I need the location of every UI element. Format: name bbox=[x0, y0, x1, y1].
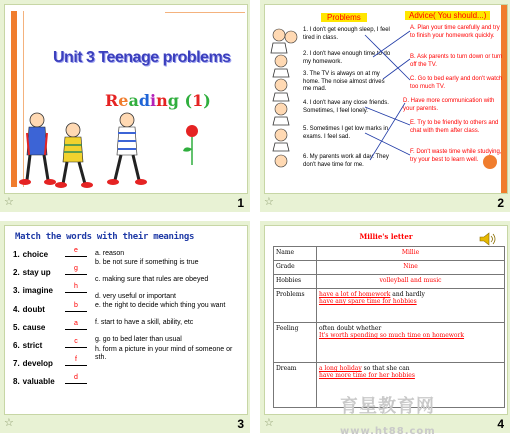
slide-thumbnail-3[interactable] bbox=[0, 221, 250, 433]
row-head-feeling: Feeling bbox=[274, 323, 317, 363]
accent-line-top bbox=[165, 12, 245, 13]
row-head-name: Name bbox=[274, 247, 317, 261]
advice-item-f: F. Don't waste time while studying, try your best to learn well. bbox=[410, 149, 502, 163]
slide-number: 3 bbox=[237, 417, 244, 431]
word-item bbox=[13, 377, 55, 386]
letter-table bbox=[273, 246, 505, 408]
slide-1-canvas bbox=[4, 4, 248, 194]
advice-item-c: C. Go to bed early and don't watch too much TV. bbox=[410, 76, 503, 90]
child-figure-3 bbox=[107, 113, 147, 185]
slide-star-icon[interactable]: ☆ bbox=[4, 195, 14, 208]
reading-letter: i bbox=[150, 91, 157, 110]
reading-letter: ( bbox=[184, 91, 193, 110]
slide-title: Unit 3 Teenage problems bbox=[53, 49, 231, 66]
slide-star-icon[interactable]: ☆ bbox=[264, 195, 274, 208]
answer-blank[interactable]: c bbox=[65, 338, 87, 348]
dream-connector: so that she can bbox=[361, 365, 410, 372]
definition-item: f. start to have a skill, ability, etc bbox=[95, 319, 194, 326]
word-item bbox=[13, 305, 45, 314]
answer-blank[interactable]: h bbox=[65, 283, 87, 293]
definition-item: e. the right to decide which thing you want bbox=[95, 302, 226, 309]
definition-item: d. very useful or important bbox=[95, 293, 176, 300]
problems-label: Problems bbox=[321, 13, 367, 22]
word-text: valuable bbox=[22, 377, 55, 387]
dream-value-2: have more time for her hobbies bbox=[319, 372, 415, 379]
problem-item-3: 3. The TV is always on at my home. The noise almost drives me mad. bbox=[303, 71, 385, 92]
reading-letter: a bbox=[128, 91, 139, 110]
word-item bbox=[13, 359, 53, 368]
slide-number: 4 bbox=[497, 417, 504, 431]
word-text: choice bbox=[22, 250, 49, 259]
row-head-problems: Problems bbox=[274, 289, 317, 323]
flower-icon bbox=[181, 123, 203, 167]
problem-item-4: 4. I don't have any close friends. Sometimes, I feel lonely. bbox=[303, 100, 389, 114]
problem-item-6: 6. My parents work all day. They don't have time for me. bbox=[303, 154, 389, 168]
answer-blank[interactable]: f bbox=[65, 356, 87, 366]
advice-item-a: A. Plan your time carefully and try to finish your homework quickly. bbox=[410, 25, 500, 39]
word-number: 6. bbox=[13, 341, 20, 350]
slide-title: Millie's letter bbox=[359, 232, 413, 241]
feeling-value: It's worth spending so much time on homework bbox=[319, 332, 465, 339]
reading-letter: n bbox=[156, 91, 168, 110]
advice-item-b: B. Ask parents to turn down or turn off the TV. bbox=[410, 54, 503, 68]
grade-value: Nine bbox=[403, 263, 418, 270]
problem-item-2: 2. I don't have enough time to do my homework. bbox=[303, 51, 391, 65]
word-number: 3. bbox=[13, 286, 20, 296]
reading-letter: e bbox=[118, 91, 129, 110]
answer-blank[interactable]: a bbox=[65, 320, 87, 330]
word-number: 7. bbox=[13, 359, 20, 369]
watermark-url: www.ht88.com bbox=[340, 426, 436, 437]
reading-letter: g bbox=[167, 91, 179, 110]
word-number: 4. bbox=[13, 304, 20, 314]
site-watermark bbox=[340, 392, 510, 439]
child-figure-1 bbox=[19, 113, 56, 185]
child-figure-2 bbox=[55, 123, 93, 188]
word-text: develop bbox=[22, 359, 53, 369]
row-head-grade: Grade bbox=[274, 261, 317, 275]
word-text: cause bbox=[22, 322, 46, 332]
problems-connector: and hardly bbox=[390, 291, 425, 298]
reading-letter: 1 bbox=[192, 91, 204, 110]
dream-value-1: a long holiday bbox=[319, 365, 362, 372]
row-head-hobbies: Hobbies bbox=[274, 275, 317, 289]
definition-item: a. reason bbox=[95, 250, 125, 257]
definition-item: b. be not sure if something is true bbox=[95, 259, 199, 266]
slide-2-canvas bbox=[264, 4, 508, 194]
word-item bbox=[13, 341, 42, 350]
feeling-prefix: often doubt whether bbox=[319, 325, 382, 332]
slide-number: 1 bbox=[237, 196, 244, 210]
reading-letter: d bbox=[138, 91, 151, 110]
word-text: imagine bbox=[22, 286, 53, 296]
word-text: doubt bbox=[22, 304, 45, 314]
word-number: 5. bbox=[13, 322, 20, 332]
hobbies-value: volleyball and music bbox=[379, 277, 442, 284]
problem-item-5: 5. Sometimes I get low marks in exams. I feel sad. bbox=[303, 126, 389, 140]
word-item bbox=[13, 268, 51, 277]
slide-thumbnail-1[interactable] bbox=[0, 0, 250, 212]
word-number: 2. bbox=[13, 268, 20, 278]
reading-letter: R bbox=[105, 91, 119, 110]
answer-blank[interactable]: b bbox=[65, 302, 87, 312]
word-number: 8. bbox=[13, 377, 20, 387]
teens-clipart-icon bbox=[15, 100, 155, 190]
slide-4-canvas bbox=[264, 225, 508, 415]
word-item bbox=[13, 250, 48, 259]
answer-blank[interactable]: e bbox=[65, 247, 87, 257]
match-lines bbox=[265, 5, 507, 193]
problem-item-1: 1. I don't get enough sleep, I feel tired in class. bbox=[303, 27, 390, 41]
name-value: Millie bbox=[401, 249, 420, 256]
row-head-dream: Dream bbox=[274, 363, 317, 408]
slide-3-canvas bbox=[4, 225, 248, 415]
word-number: 1. bbox=[13, 250, 20, 259]
slide-thumbnail-2[interactable] bbox=[260, 0, 510, 212]
slide-title: Match the words with their meanings bbox=[15, 232, 195, 242]
answer-blank[interactable]: g bbox=[65, 265, 87, 275]
definition-item: g. go to bed later than usual bbox=[95, 336, 182, 343]
advice-item-e: E. Try to be friendly to others and chat with them after class. bbox=[410, 120, 499, 134]
advice-item-d: D. Have more communication with your parents. bbox=[403, 98, 495, 112]
orange-dot-icon bbox=[483, 155, 497, 169]
speaker-icon[interactable] bbox=[479, 232, 497, 246]
word-text: strict bbox=[22, 341, 43, 350]
word-item bbox=[13, 323, 45, 332]
advice-label: Advice( You should...) bbox=[405, 11, 490, 20]
reading-letter: ) bbox=[203, 91, 211, 110]
slide-star-icon[interactable]: ☆ bbox=[264, 416, 274, 429]
slide-star-icon[interactable]: ☆ bbox=[4, 416, 14, 429]
problems-value-1: have a lot of homework bbox=[319, 291, 391, 298]
word-text: stay up bbox=[22, 268, 51, 278]
slide-number: 2 bbox=[497, 196, 504, 210]
definition-item: c. making sure that rules are obeyed bbox=[95, 276, 209, 283]
problems-value-2: have any spare time for hobbies bbox=[319, 298, 417, 305]
definition-item: h. form a picture in your mind of someone or sth. bbox=[95, 346, 233, 361]
answer-blank[interactable]: d bbox=[65, 374, 87, 384]
watermark-cn: 育星教育网 bbox=[340, 396, 435, 417]
word-item bbox=[13, 286, 53, 295]
